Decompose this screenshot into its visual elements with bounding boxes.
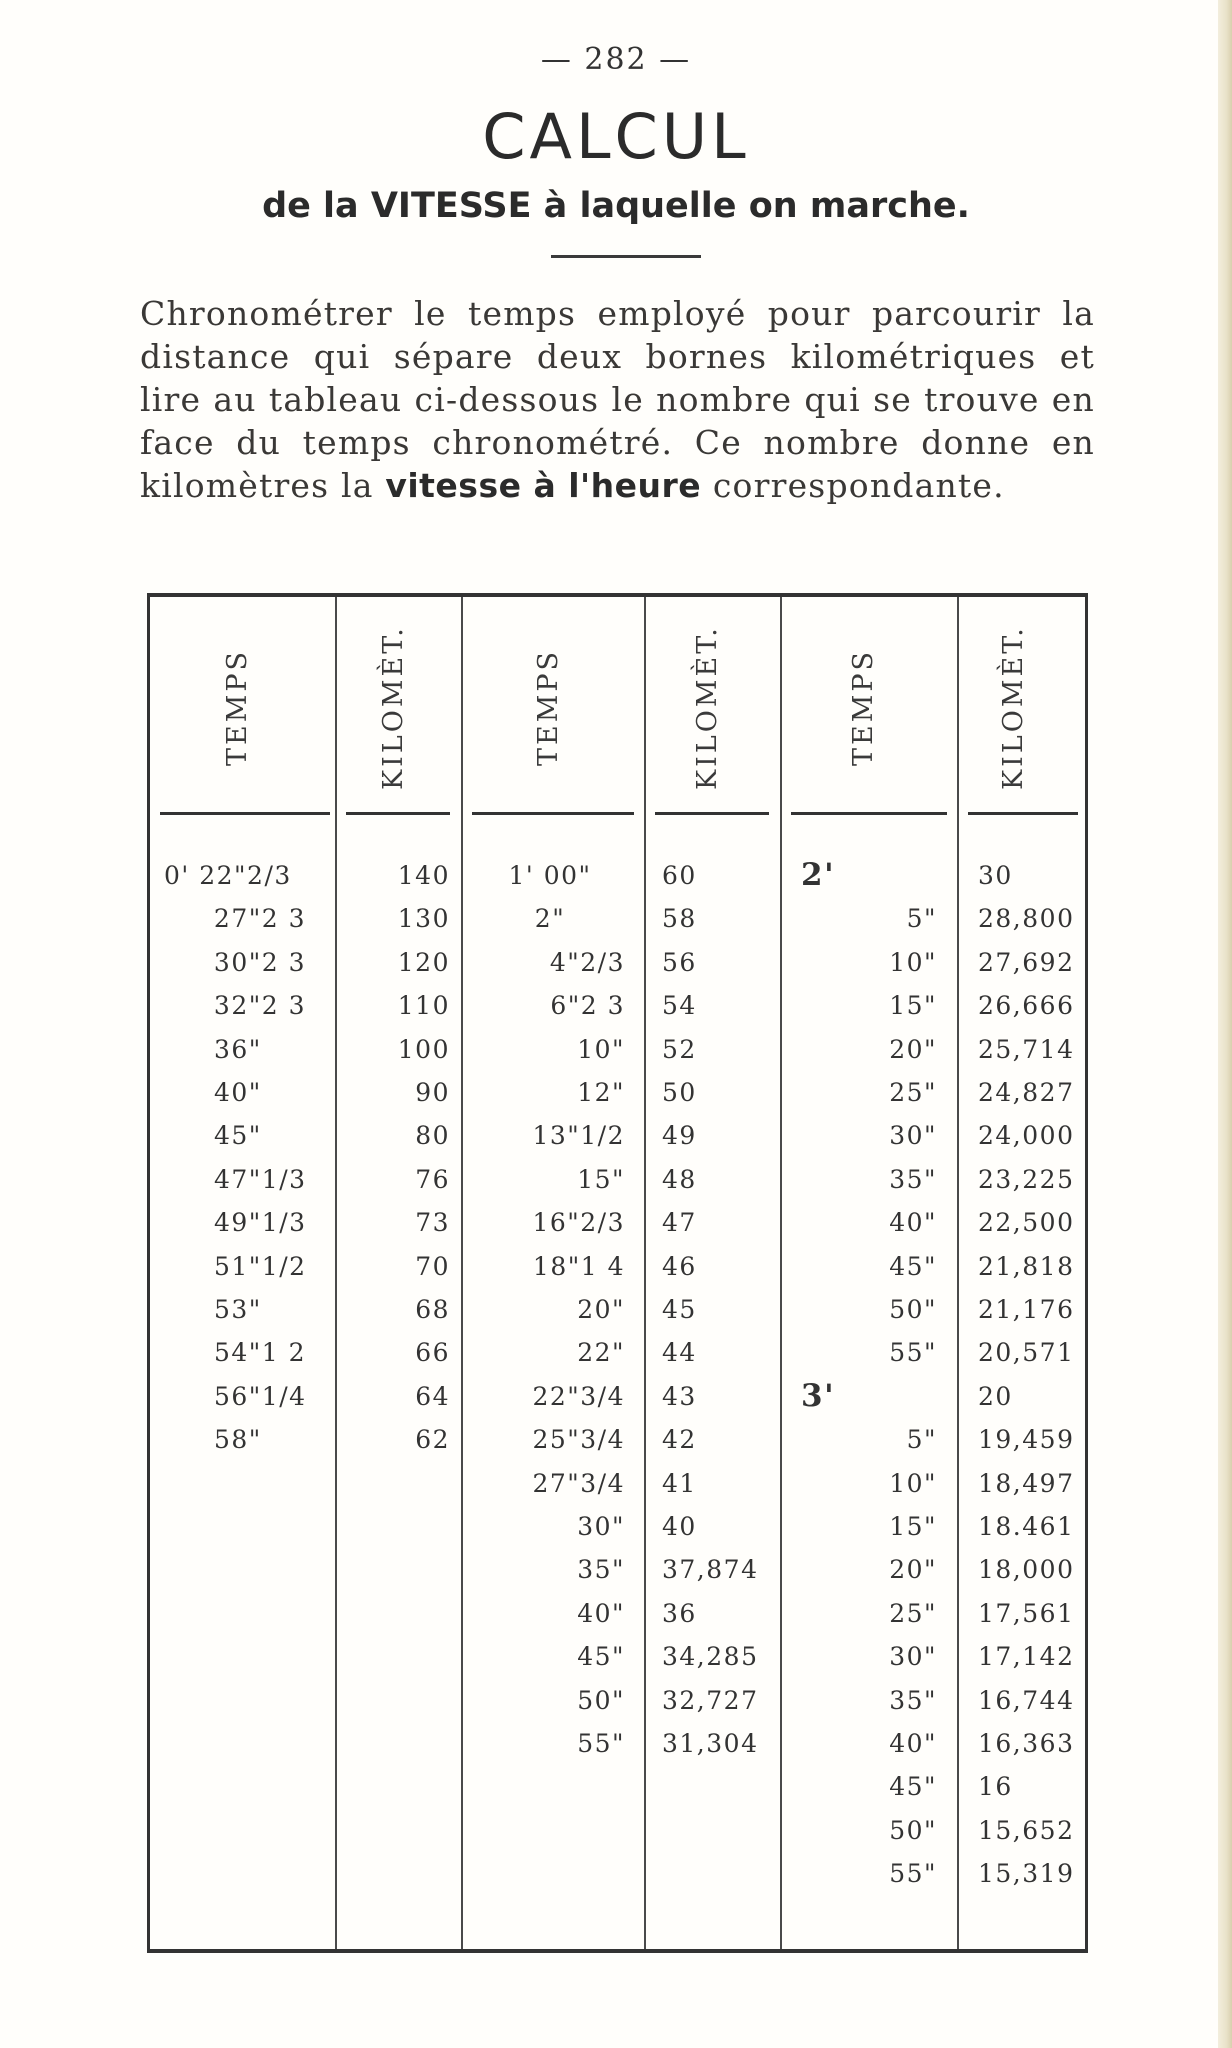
kilometre-cell: 76	[415, 1164, 450, 1194]
temps-cell: 25"	[889, 1078, 937, 1107]
temps-cell: 40"	[577, 1598, 625, 1628]
temps-cell: 22"3/4	[532, 1381, 625, 1411]
header-temps-3: TEMPS	[848, 648, 879, 767]
kilometre-cell: 62	[415, 1425, 450, 1455]
temps-cell: 50"	[889, 1295, 937, 1324]
header-temps-1: TEMPS	[222, 648, 253, 767]
temps-cell: 45"	[577, 1642, 625, 1672]
header-temps-2: TEMPS	[533, 648, 564, 767]
kilometre-cell: 54	[662, 991, 697, 1021]
kilometre-cell: 120	[397, 947, 450, 977]
temps-cell: 55"	[889, 1859, 937, 1889]
temps-cell: 20"	[889, 1555, 937, 1585]
kilometre-cell: 100	[397, 1034, 450, 1064]
kilometre-cell: 140	[397, 861, 450, 890]
temps-cell: 13"1/2	[532, 1121, 625, 1151]
kilometre-cell: 36	[662, 1598, 697, 1628]
header-rule	[472, 812, 634, 815]
temps-cell: 25"	[889, 1598, 937, 1628]
temps-cell: 45"	[889, 1251, 937, 1281]
kilometre-cell: 41	[662, 1468, 697, 1498]
temps-cell: 30"	[889, 1642, 937, 1672]
temps-cell: 55"	[889, 1338, 937, 1368]
header-rule	[160, 812, 330, 815]
temps-cell: 47"1/3	[214, 1164, 307, 1194]
temps-cell: 2"	[534, 904, 566, 934]
temps-cell: 35"	[889, 1164, 937, 1194]
temps-cell: 15"	[889, 1512, 937, 1541]
temps-cell: 2'	[801, 857, 836, 893]
temps-cell: 20"	[577, 1295, 625, 1324]
page-title: CALCUL	[482, 100, 750, 173]
temps-cell: 27"2 3	[213, 904, 306, 934]
kilometre-cell: 73	[415, 1208, 450, 1238]
header-kilomet-3: KILOMÈT.	[998, 625, 1029, 790]
temps-cell: 55"	[577, 1729, 625, 1758]
kilometre-cell: 70	[415, 1251, 450, 1281]
kilometre-cell: 90	[415, 1078, 450, 1107]
temps-cell: 35"	[889, 1685, 937, 1715]
temps-cell: 16"2/3	[532, 1208, 625, 1238]
temps-cell: 3'	[801, 1377, 836, 1414]
kilometre-cell: 25,714	[978, 1034, 1075, 1064]
kilometre-cell: 24,000	[978, 1121, 1075, 1151]
kilometre-cell: 50	[662, 1078, 697, 1107]
kilometre-cell: 17,561	[978, 1598, 1075, 1628]
kilometre-cell: 21,176	[978, 1295, 1075, 1324]
kilometre-cell: 26,666	[978, 991, 1075, 1021]
temps-cell: 30"	[577, 1512, 625, 1541]
kilometre-cell: 46	[662, 1251, 697, 1281]
temps-cell: 36"	[214, 1034, 262, 1064]
intro-tail: correspondante.	[712, 466, 1005, 505]
temps-cell: 35"	[577, 1555, 625, 1585]
temps-cell: 56"1/4	[214, 1381, 307, 1411]
kilometre-cell: 45	[662, 1295, 697, 1324]
kilometre-cell: 17,142	[978, 1642, 1075, 1672]
column-divider	[644, 597, 646, 1949]
temps-cell: 32"2 3	[213, 991, 306, 1021]
kilometre-cell: 110	[397, 991, 450, 1021]
kilometre-cell: 20,571	[978, 1338, 1075, 1368]
kilometre-cell: 44	[662, 1338, 697, 1368]
kilometre-cell: 18,000	[978, 1555, 1075, 1585]
temps-cell: 10"	[889, 947, 937, 977]
kilometre-cell: 64	[415, 1381, 450, 1411]
kilometre-cell: 56	[662, 947, 697, 977]
temps-cell: 12"	[577, 1078, 625, 1107]
kilometre-cell: 37,874	[662, 1555, 759, 1585]
kilometre-cell: 48	[662, 1164, 697, 1194]
temps-cell: 45"	[214, 1121, 262, 1151]
kilometre-cell: 19,459	[978, 1425, 1075, 1455]
kilometre-cell: 32,727	[662, 1685, 759, 1715]
temps-cell: 50"	[577, 1685, 625, 1715]
temps-cell: 10"	[577, 1034, 625, 1064]
column-divider	[461, 597, 463, 1949]
kilometre-cell: 130	[397, 904, 450, 934]
kilometre-cell: 16,363	[978, 1729, 1075, 1758]
temps-cell: 49"1/3	[214, 1208, 307, 1238]
temps-cell: 5"	[906, 1425, 937, 1455]
temps-cell: 40"	[889, 1729, 937, 1758]
temps-cell: 45"	[889, 1772, 937, 1802]
temps-cell: 1' 00"	[508, 861, 592, 890]
intro-text: Chronométrer le temps employé pour parcourir la distance qui sépare deux bornes kilométriques et lire au tableau ci-dessous le nombre qui se trouve en face du temps chronométré. Ce nombre donne en kilomètres la	[140, 294, 1095, 505]
temps-cell: 58"	[214, 1425, 262, 1455]
temps-cell: 22"	[577, 1338, 625, 1368]
temps-cell: 30"2 3	[213, 947, 306, 977]
kilometre-cell: 23,225	[978, 1164, 1075, 1194]
kilometre-cell: 22,500	[978, 1208, 1075, 1238]
temps-cell: 0' 22"2/3	[164, 861, 292, 890]
header-kilomet-1: KILOMÈT.	[378, 625, 409, 790]
temps-cell: 20"	[889, 1034, 937, 1064]
kilometre-cell: 52	[662, 1034, 697, 1064]
temps-cell: 51"1/2	[214, 1251, 307, 1281]
column-divider	[780, 597, 782, 1949]
header-rule	[655, 812, 769, 815]
kilometre-cell: 49	[662, 1121, 697, 1151]
header-rule	[968, 812, 1078, 815]
kilometre-cell: 58	[662, 904, 697, 934]
temps-cell: 27"3/4	[532, 1468, 625, 1498]
temps-cell: 18"1 4	[532, 1251, 625, 1281]
kilometre-cell: 43	[662, 1381, 697, 1411]
header-rule	[346, 812, 450, 815]
speed-table	[147, 593, 1088, 1953]
kilometre-cell: 68	[415, 1295, 450, 1324]
temps-cell: 15"	[577, 1164, 625, 1194]
temps-cell: 4"2/3	[549, 947, 625, 977]
kilometre-cell: 31,304	[662, 1729, 759, 1758]
kilometre-cell: 21,818	[978, 1251, 1075, 1281]
kilometre-cell: 40	[662, 1512, 697, 1541]
header-rule	[791, 812, 947, 815]
kilometre-cell: 16,744	[978, 1685, 1075, 1715]
temps-cell: 40"	[214, 1078, 262, 1107]
kilometre-cell: 47	[662, 1208, 697, 1238]
kilometre-cell: 20	[978, 1381, 1013, 1411]
kilometre-cell: 18,497	[978, 1468, 1075, 1498]
kilometre-cell: 28,800	[978, 904, 1075, 934]
temps-cell: 15"	[889, 991, 937, 1021]
temps-cell: 5"	[906, 904, 937, 934]
page-number: — 282 —	[540, 42, 692, 77]
kilometre-cell: 80	[415, 1121, 450, 1151]
temps-cell: 40"	[889, 1208, 937, 1238]
temps-cell: 54"1 2	[214, 1338, 307, 1368]
temps-cell: 30"	[889, 1121, 937, 1151]
page-edge	[1218, 0, 1232, 2048]
kilometre-cell: 15,652	[978, 1815, 1075, 1845]
kilometre-cell: 66	[415, 1338, 450, 1368]
kilometre-cell: 60	[662, 861, 697, 890]
column-divider	[957, 597, 959, 1949]
kilometre-cell: 15,319	[978, 1859, 1075, 1889]
intro-bold: vitesse à l'heure	[385, 466, 702, 505]
temps-cell: 50"	[889, 1815, 937, 1845]
temps-cell: 10"	[889, 1468, 937, 1498]
title-rule	[551, 255, 701, 258]
kilometre-cell: 16	[978, 1772, 1013, 1802]
temps-cell: 25"3/4	[532, 1425, 625, 1455]
kilometre-cell: 30	[978, 861, 1013, 890]
intro-paragraph	[140, 292, 1095, 507]
kilometre-cell: 27,692	[978, 947, 1075, 977]
kilometre-cell: 42	[662, 1425, 697, 1455]
page-subtitle: de la VITESSE à laquelle on marche.	[262, 186, 970, 226]
kilometre-cell: 34,285	[662, 1642, 759, 1672]
temps-cell: 53"	[214, 1295, 262, 1324]
temps-cell: 6"2 3	[550, 991, 625, 1021]
kilometre-cell: 24,827	[978, 1078, 1075, 1107]
header-kilomet-2: KILOMÈT.	[692, 625, 723, 790]
kilometre-cell: 18.461	[978, 1512, 1075, 1541]
